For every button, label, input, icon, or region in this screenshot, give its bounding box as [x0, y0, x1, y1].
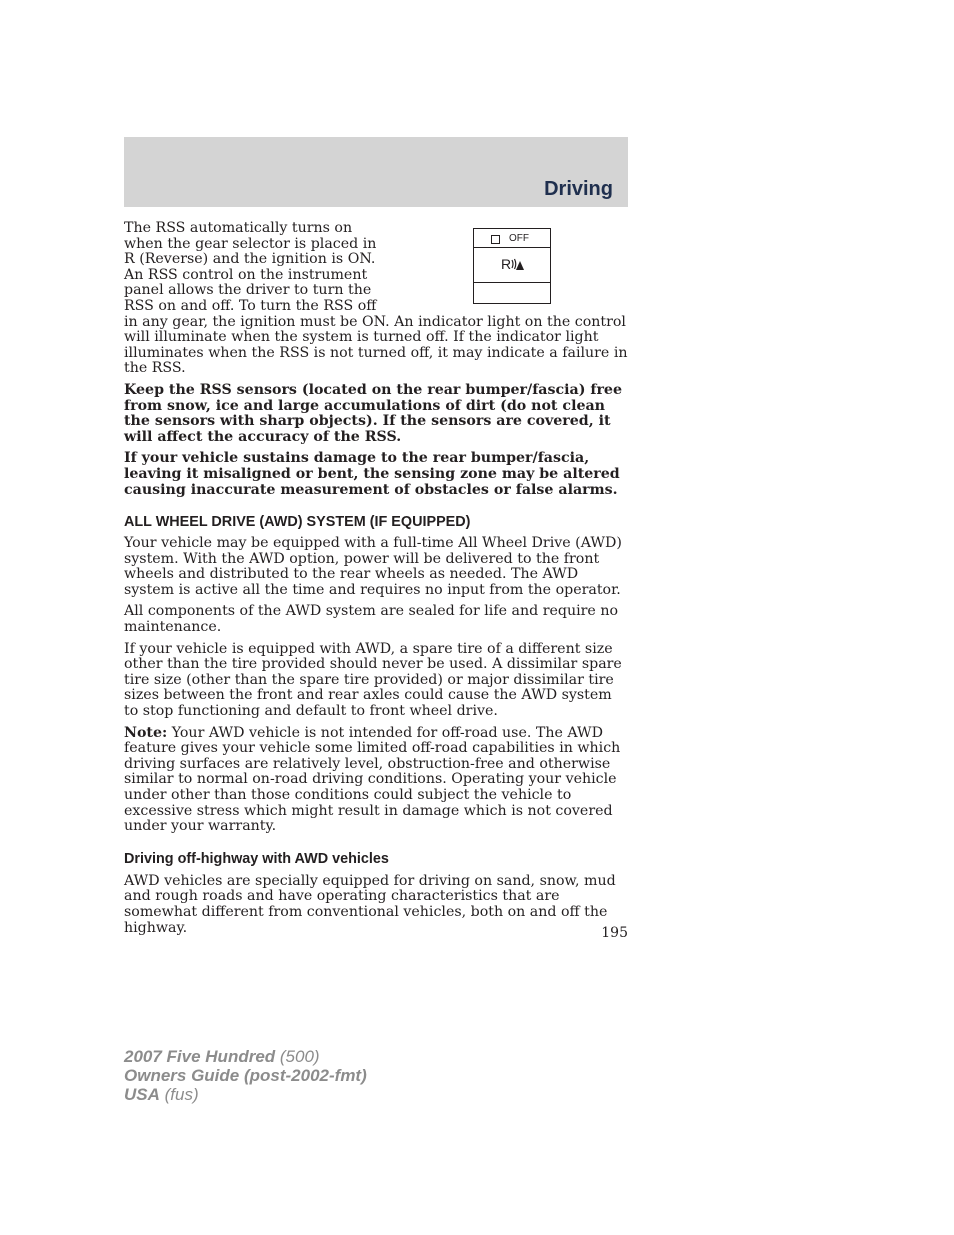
rss-control-illustration — [473, 228, 551, 304]
rss-button-row — [474, 248, 550, 283]
awd-paragraph: If your vehicle is equipped with AWD, a spare tire of a different size other than the tire provided should never be used. A dissimilar spare tire size (other than the spare tire provided) or major dissimilar tire sizes between the front and rear axles could cause the AWD system to stop functioning and default to front wheel drive. — [124, 640, 622, 720]
awd-note-paragraph — [124, 726, 628, 835]
rss-off-row — [474, 229, 550, 248]
rear-sensor-icon — [511, 257, 525, 273]
footer-market: USA — [124, 1085, 160, 1104]
footer-market-code: (fus) — [159, 1085, 199, 1104]
rss-intro-paragraph — [124, 221, 628, 315]
intro-line: An RSS control on the instrument — [124, 266, 368, 283]
note-label: Note: — [124, 724, 168, 741]
warning-paragraph: If your vehicle sustains damage to the rear bumper/fascia, leaving it misaligned or bent, the sensing zone may be altered causing inaccurate measurement of obstacles or false alarms. — [124, 450, 620, 498]
off-label: OFF — [509, 233, 529, 244]
indicator-light-icon — [491, 235, 500, 244]
reverse-letter: R — [501, 256, 512, 272]
footer-model: 2007 Five Hundred — [124, 1047, 276, 1066]
intro-line: panel allows the driver to turn the — [124, 282, 372, 299]
warning-paragraph: Keep the RSS sensors (located on the rear bumper/fascia) free from snow, ice and large accumulations of dirt (do not clean the sensors with sharp objects). If the sensors are covered, it will affect the accuracy of the RSS. — [124, 381, 622, 445]
awd-paragraph: All components of the AWD system are sealed for life and require no maintenance. — [124, 603, 618, 636]
rss-intro-continuation: in any gear, the ignition must be ON. An indicator light on the control will illuminate when the system is turned off. If the indicator light illuminates when the RSS is not turned off, it may indicate a failure in the RSS. — [124, 313, 628, 377]
offhighway-paragraph: AWD vehicles are specially equipped for driving on sand, snow, mud and rough roads and have operating characteristics that are somewhat different from conventional vehicles, both on and off the highway. — [124, 872, 616, 936]
page-number: 195 — [601, 925, 628, 941]
note-text: Your AWD vehicle is not intended for off-road use. The AWD feature gives your vehicle some limited off-road capabilities in which driving surfaces are relatively level, obstruction-free and otherwise similar to normal on-road driving conditions. Operating your vehicle under other than those conditions could subject the vehicle to excessive stress which might result in damage which is not covered under your warranty. — [124, 724, 621, 835]
footer-line — [124, 1047, 367, 1066]
intro-line: The RSS automatically turns on — [124, 220, 353, 236]
footer-guide: Owners Guide (post-2002-fmt) — [124, 1066, 367, 1085]
footer-line — [124, 1085, 367, 1104]
main-content — [124, 221, 628, 942]
awd-section-heading: ALL WHEEL DRIVE (AWD) SYSTEM (IF EQUIPPED) — [124, 514, 471, 531]
intro-line: R (Reverse) and the ignition is ON. — [124, 251, 376, 268]
intro-line: RSS on and off. To turn the RSS off — [124, 297, 377, 314]
footer-model-code: (500) — [275, 1047, 320, 1066]
offhighway-heading: Driving off-highway with AWD vehicles — [124, 850, 389, 867]
intro-line: when the gear selector is placed in — [124, 235, 377, 252]
awd-paragraph: Your vehicle may be equipped with a full-time All Wheel Drive (AWD) system. With the AWD option, power will be delivered to the front wheels and distributed to the rear wheels as needed. The AWD system is active all the time and requires no input from the operator. — [124, 535, 622, 598]
page-title: Driving — [544, 178, 613, 200]
document-footer — [124, 1047, 367, 1104]
header-band — [124, 137, 628, 207]
